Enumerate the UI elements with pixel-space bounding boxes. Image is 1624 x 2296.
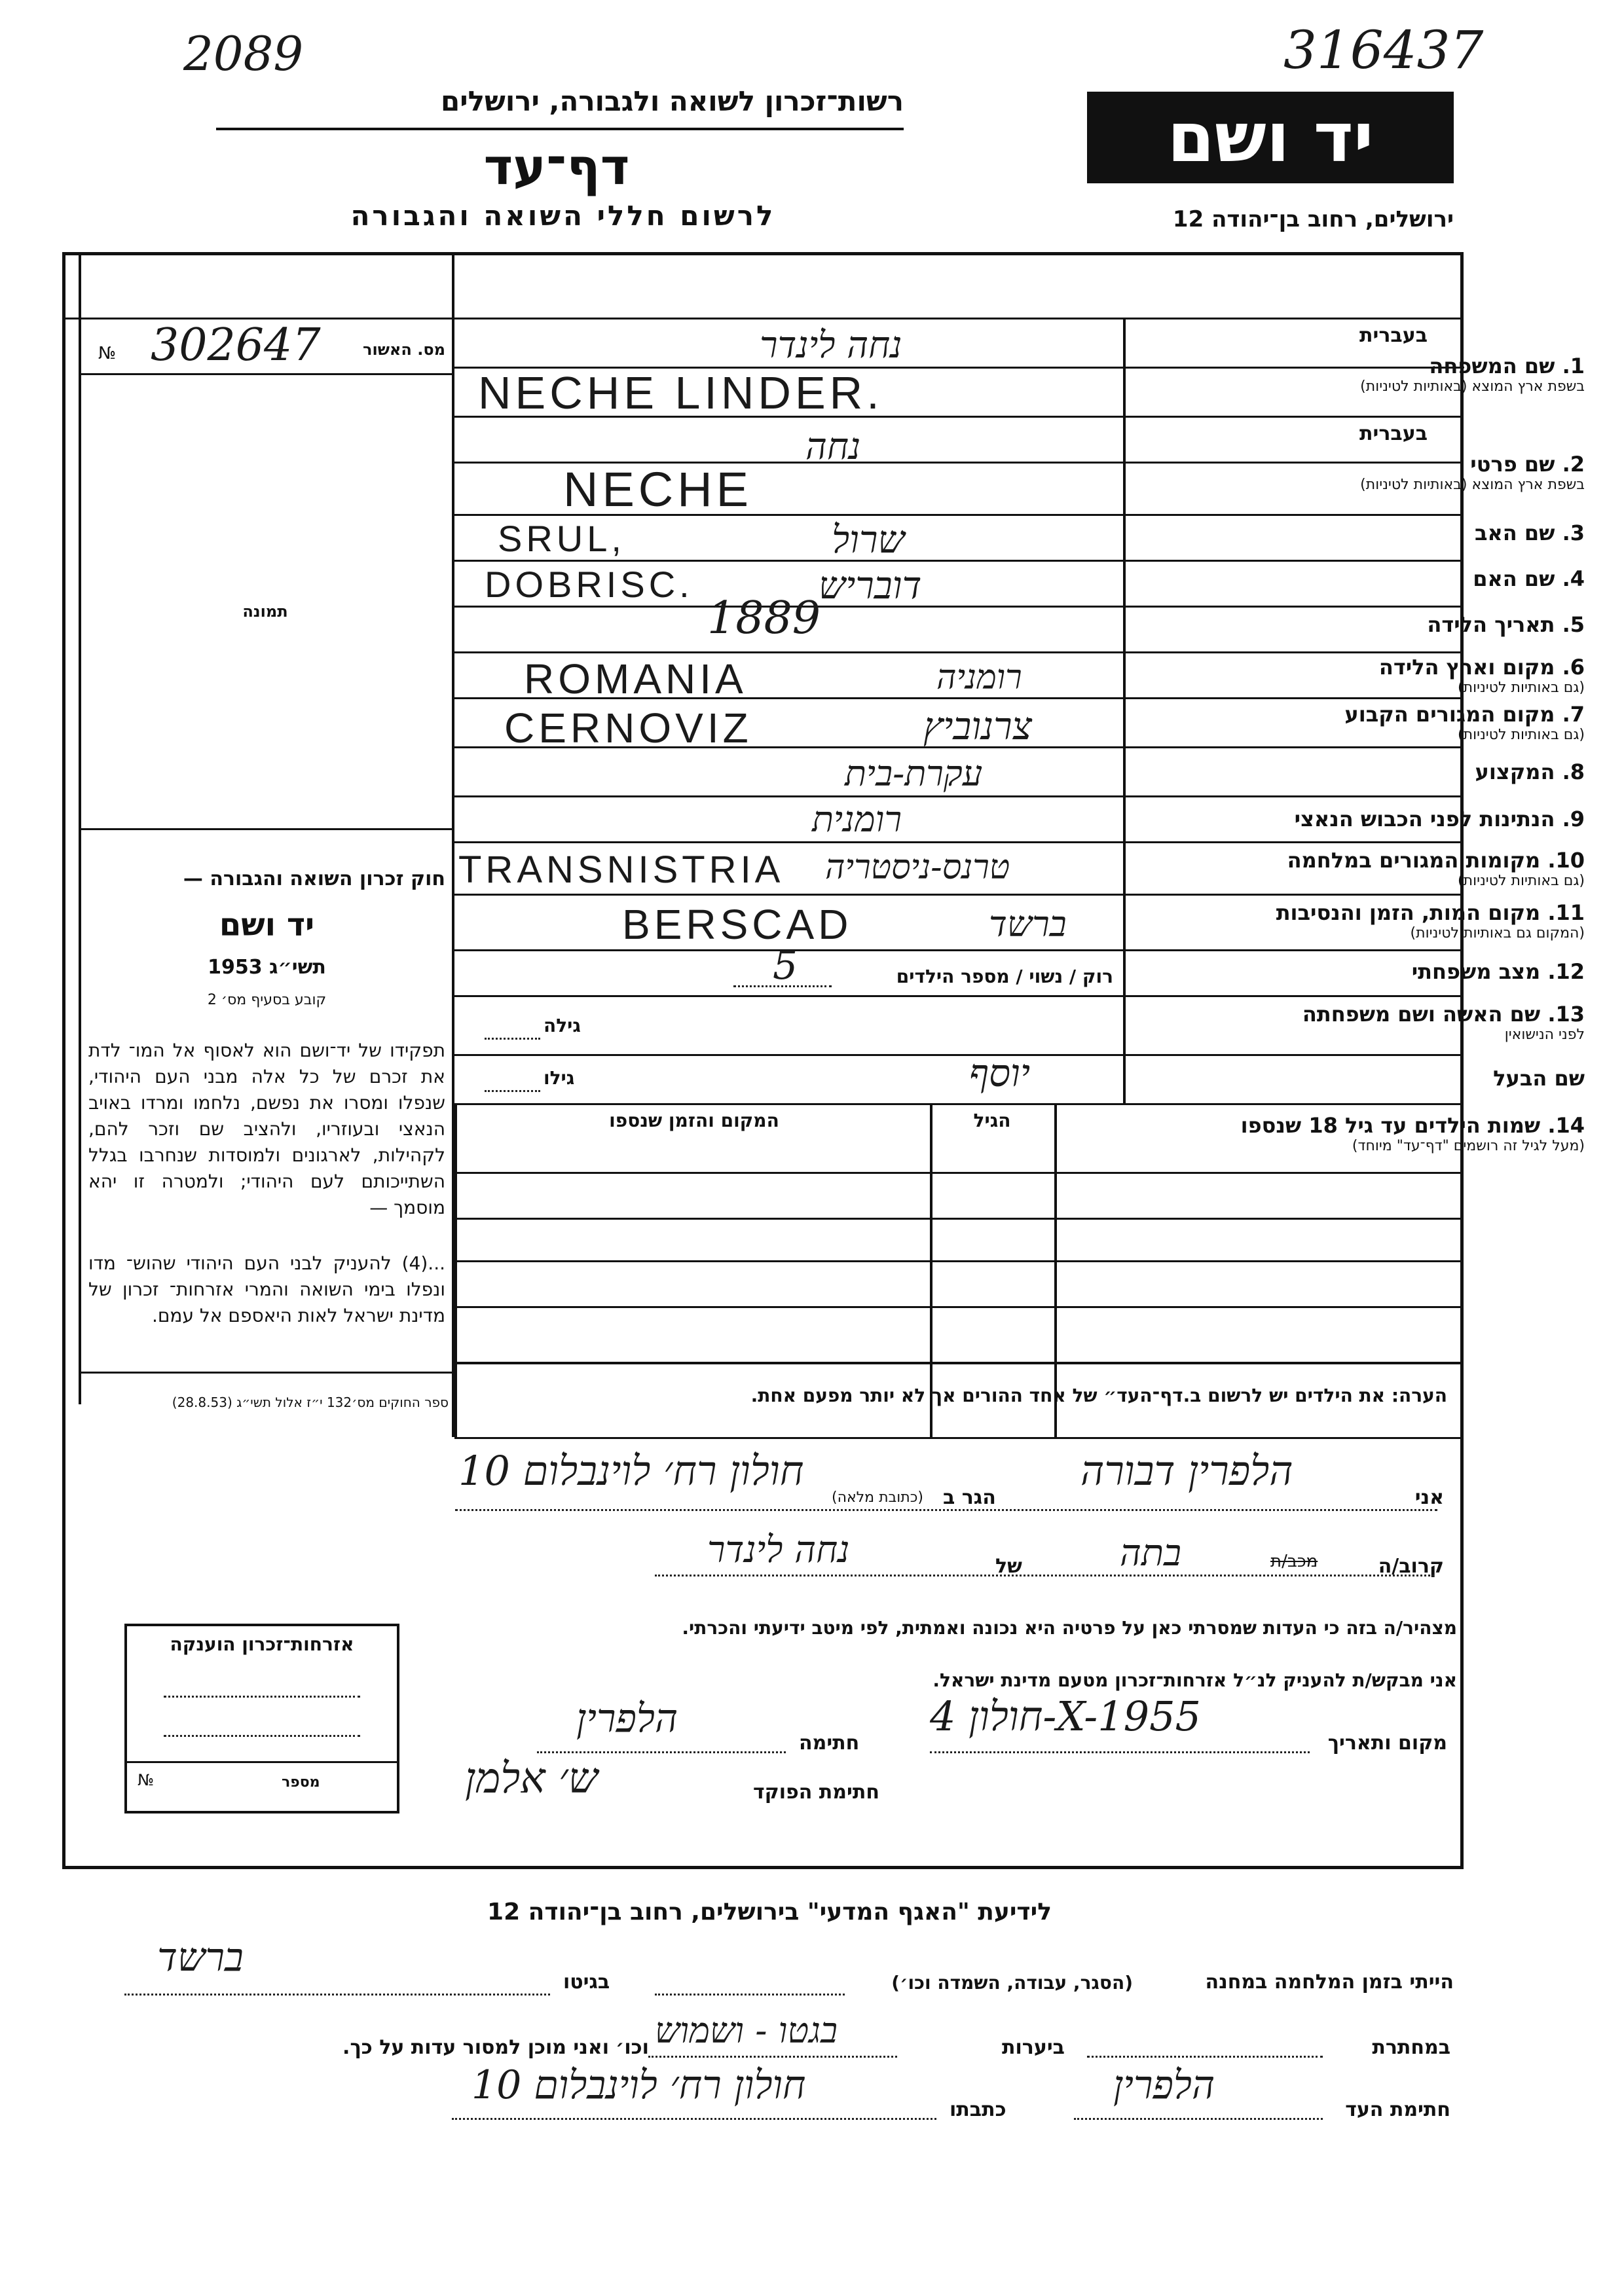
husband-age-line (485, 1090, 540, 1092)
law-source: ספר החוקים מס׳132 י״ז אלול תשי״ג (28.8.53) (172, 1394, 449, 1410)
remark-bottom-line (454, 1437, 1464, 1439)
row-line-12 (454, 995, 1464, 997)
profession-value: עקרת-בית (845, 753, 983, 794)
etc-line (648, 2056, 897, 2058)
field-label-firstname: 2. שם פרטי בשפת ארץ המוצא (באותיות לטיניות) (1360, 452, 1585, 493)
witness-address-label: כתבתו (950, 2098, 1006, 2121)
place-date-value: חולון 4-X-1955 (930, 1692, 1202, 1740)
field-label-nationality: 9. הנתינות לפני הכבוש הנאצי (1294, 807, 1585, 831)
firstname-latin-value: NECHE (563, 462, 753, 517)
wartime-residence-latin-value: TRANSNISTRIA (458, 848, 784, 891)
firstname-hebrew-value: נחה (805, 426, 861, 468)
officer-label: חתימת הפוקד (753, 1781, 879, 1804)
children-count-value: 5 (773, 943, 798, 989)
nationality-value: רומנית (812, 799, 902, 840)
underground-line (1087, 2056, 1323, 2058)
row-line-4 (454, 606, 1464, 608)
relative-label: קרוב/ה (1378, 1555, 1444, 1578)
approval-number-sign: № (98, 344, 117, 363)
citizenship-title: אזרחות־זכרון הוענקה (170, 1633, 354, 1655)
row-line-3 (454, 560, 1464, 562)
ghetto-value: ברשד (157, 1935, 244, 1980)
ready-text: ואני מוכן למסור עדות על כך. (342, 2036, 609, 2059)
law-paragraph-2: ...(4) להעניק לבני העם היהודי שהוש־ מדו ונפלו בימי השואה והמרי אזרחות־ זכרון של מדינת ישראל לאות היאספם אל עמם. (88, 1252, 445, 1326)
surname-latin-value: NECHE LINDER. (478, 367, 883, 418)
declarant-address-value: חולון רח׳ לוינבלום 10 (458, 1447, 804, 1495)
declarant-line-1 (455, 1509, 1437, 1511)
declaration-text: מצהיר/ה בזה כי העדות שמסרתי כאן על פרטיה היא נכונה ואמתית, לפי מיטב ידיעתי והכרתי. (682, 1617, 1457, 1639)
approval-number: 302647 (151, 319, 321, 371)
etc-value: בגטו - ושמוש (655, 2010, 838, 2051)
relation-hint: מכב/ת (1270, 1552, 1318, 1571)
relation-value: בתה (1120, 1532, 1181, 1575)
top-right-number: 316437 (1283, 20, 1484, 81)
witness-address-line (452, 2118, 936, 2120)
declarant-i-label: אני (1414, 1486, 1444, 1509)
place-date-label: מקום ותאריך (1327, 1732, 1447, 1755)
row-line-13 (454, 1054, 1464, 1056)
photo-label: תמונה (242, 602, 288, 621)
children-table-bottom (454, 1362, 1464, 1364)
law-title: חוק זכרון השואה והגבורה — (183, 867, 445, 890)
father-hebrew-value: שרול (832, 517, 905, 562)
of-value: נחה לינדר (707, 1529, 850, 1571)
row-line-14 (454, 1103, 1464, 1105)
remark-text: הערה: את הילדים יש לרשום ב.דף־העד״ של אחד ההורים אך לא יותר מפעם אחת. (750, 1385, 1447, 1406)
wife-age-label: גילה (544, 1015, 581, 1036)
field-label-death-place: 11. מקום המות, הזמן והנסיבות (המקום גם באותיות לטיניות) (1276, 900, 1585, 941)
surname-hebrew-value: נחה לינדר (760, 324, 902, 367)
law-name: יד ושם (219, 907, 315, 943)
children-table-left (454, 1103, 457, 1437)
war-camp-hint: (הסגר, עבודה, השמדה וכו׳) (891, 1972, 1133, 1994)
citizenship-line-2 (164, 1735, 360, 1737)
field-label-wife-name: 13. שם האשה ושם משפחתה לפני הנישואין (1302, 1002, 1585, 1043)
signature-label: חתימה (799, 1732, 860, 1755)
place-date-line (930, 1751, 1310, 1753)
row-line-11 (454, 949, 1464, 951)
citizenship-divider (124, 1761, 399, 1763)
ghetto-label: בגיטו (563, 1971, 610, 1994)
address-line: ירושלים, רחוב בן־יהודה 12 (1172, 206, 1454, 232)
org-line: רשות־זכרון לשואה ולגבורה, ירושלים (440, 85, 904, 117)
field-label-father: 3. שם האב (1474, 520, 1585, 545)
father-latin-value: SRUL, (498, 518, 625, 559)
officer-signature: ש׳ אלמן (465, 1755, 599, 1803)
war-camp-label: הייתי בזמן המלחמה במחנה (1205, 1971, 1454, 1994)
death-place-hebrew-value: ברשד (989, 903, 1067, 945)
field-label-birthdate: 5. תאריך הלידה (1427, 612, 1585, 637)
field-label-birthplace: 6. מקום וארץ הלידה (גם באותיות לטיניות) (1378, 655, 1585, 696)
citizenship-line-1 (164, 1696, 360, 1698)
signature-value: הלפרין (576, 1696, 678, 1741)
witness-line (1074, 2118, 1323, 2120)
declarant-address-hint: (כתובת מלאה) (832, 1489, 923, 1506)
form-subtitle: לרשום חללי השואה והגבורה (350, 200, 776, 232)
of-label: של (995, 1555, 1022, 1578)
field-label-marital-status: 12. מצב משפחתי (1411, 959, 1585, 984)
children-row-2 (454, 1218, 1464, 1220)
request-text: אני מבקש/ת להעניק לנ״ל אזרחות־זכרון מטעם מדינת ישראל. (932, 1669, 1457, 1691)
declarant-name-value: הלפרין דבורה (1080, 1447, 1293, 1495)
citizenship-number-sign: № (138, 1771, 154, 1789)
wife-age-line (485, 1038, 540, 1040)
hebrew-tag-1: בעברית (1359, 324, 1428, 347)
row-line-8 (454, 795, 1464, 797)
children-col-age: הגיל (973, 1110, 1011, 1131)
children-row-3 (454, 1260, 1464, 1262)
birthplace-hebrew-value: רומניה (936, 658, 1022, 697)
row-line-10 (454, 894, 1464, 896)
mother-latin-value: DOBRISC. (485, 564, 693, 605)
hebrew-tag-2: בעברית (1359, 422, 1428, 445)
field-label-mother: 4. שם האם (1473, 566, 1585, 591)
witness-address-value: חולון רח׳ לוינבלום 10 (471, 2062, 806, 2108)
field-label-residence: 7. מקום המגורים הקבוע (גם באותיות לטיניות) (1344, 702, 1585, 743)
marital-options: רוק / נשוי / מספר הילדים (896, 966, 1113, 987)
ghetto-line (124, 1994, 550, 1995)
law-paragraph-1: תפקידו של יד־ושם הוא לאסוף אל המו־ לדת את זכרם של כל אלה מבני העם היהודי, שנפלו ומסרו את נפשם, נלחמו ומרדו באויב הנאצי ובעוזריו, ולהציב שם וזכר להם, לקהילות, לארגונים ולמוסדות שנחרבו בגלל השתייכותם לעם היהודי; ולמטרה זו יהא מוסמך — (88, 1040, 445, 1218)
witness-label: חתימת העד (1345, 2098, 1450, 2121)
form-title: דף־עד (483, 137, 630, 196)
witness-value: הלפרין (1113, 2062, 1215, 2108)
children-table-title: 14. שמות הילדים עד גיל 18 שנספו (מעל לגיל זה רושמים "דף־עד" מיוחד) (1240, 1113, 1585, 1154)
children-row-4 (454, 1306, 1464, 1308)
label-column-divider (1123, 318, 1126, 1103)
row-line-5 (454, 651, 1464, 653)
field-label-surname: 1. שם המשפחה בשפת ארץ המוצא (באותיות לטיניות) (1360, 354, 1585, 395)
approval-row-line (81, 373, 452, 375)
law-year: תשי״ג 1953 (208, 956, 326, 979)
field-label-wartime-residence: 10. מקומות המגורים במלחמה (גם באותיות לטיניות) (1287, 848, 1585, 889)
approval-label: מס. האשור (363, 340, 445, 359)
law-section: קובע בסעיף מס׳ 2 (207, 992, 327, 1008)
birthdate-value: 1889 (707, 592, 821, 644)
forest-label: ביערות (1002, 2036, 1065, 2059)
wartime-residence-hebrew-value: טרנס-ניסטריה (825, 848, 1010, 887)
declarant-residing-label: הגר ב (943, 1486, 996, 1509)
declarant-line-2 (655, 1575, 1434, 1576)
science-section-title: לידיעת "האגף המדעי" בירושלים, רחוב בן־יהודה 12 (487, 1899, 1052, 1925)
yad-vashem-logo: יד ושם (1087, 92, 1454, 183)
field-label-husband: שם הבעל (1493, 1066, 1585, 1091)
citizenship-number-label: מספר (282, 1774, 320, 1791)
war-camp-line (655, 1994, 845, 1995)
signature-line (537, 1751, 786, 1753)
husband-value: יוסף (969, 1051, 1031, 1095)
residence-hebrew-value: צרנוביץ (923, 704, 1032, 748)
row-line-9 (454, 841, 1464, 843)
death-place-latin-value: BERSCAD (622, 901, 853, 948)
handwritten-file-number: 2089 (183, 26, 304, 81)
photo-bottom-line (81, 828, 452, 830)
residence-latin-value: CERNOVIZ (504, 704, 752, 752)
children-col-place: המקום והזמן שנספו (609, 1110, 779, 1131)
etc-label: וכו׳ (616, 2036, 649, 2059)
birthplace-latin-value: ROMANIA (524, 655, 747, 702)
org-underline (216, 128, 904, 130)
law-source-top-line (81, 1372, 452, 1374)
husband-age-label: גילו (544, 1067, 575, 1089)
children-row-1 (454, 1172, 1464, 1174)
children-count-line (733, 985, 832, 987)
field-label-profession: 8. המקצוע (1475, 759, 1585, 784)
underground-label: במחתרת (1372, 2036, 1450, 2059)
mother-hebrew-value: דובריש (819, 563, 922, 608)
